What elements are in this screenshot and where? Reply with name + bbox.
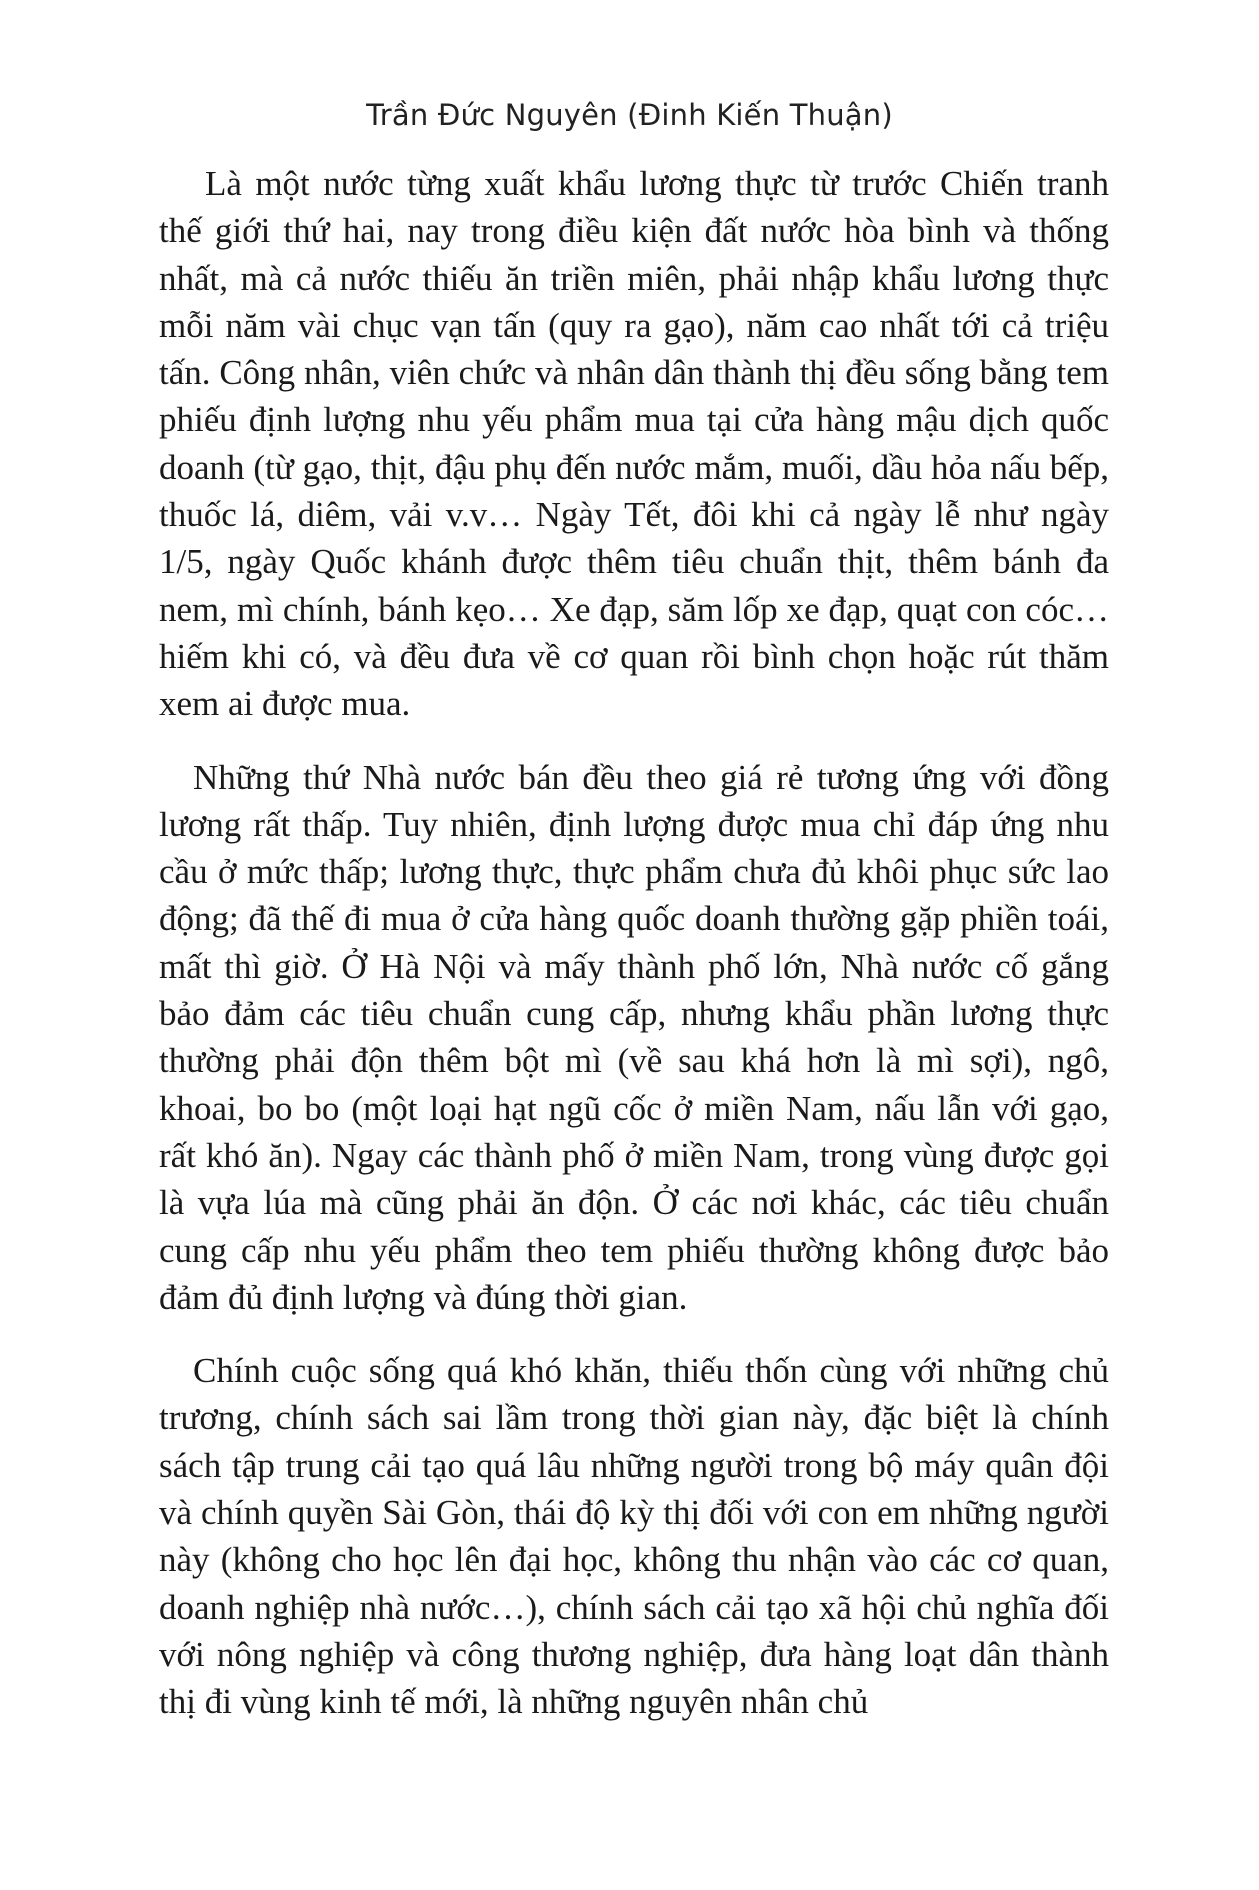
running-header: Trần Đức Nguyên (Đinh Kiến Thuận) [366, 98, 893, 132]
paragraph-3: Chính cuộc sống quá khó khăn, thiếu thốn cùng với những chủ trương, chính sách sai lầm trong thời gian này, đặc biệt là chính sách tập trung cải tạo quá lâu những người trong bộ máy quân đội và chính quyền Sài Gòn, thái độ kỳ thị đối với con em những người này (không cho học lên đại học, không thu nhận vào các cơ quan, doanh nghiệp nhà nước…), chính sách cải tạo xã hội chủ nghĩa đối với nông nghiệp và công thương nghiệp, đưa hàng loạt dân thành thị đi vùng kinh tế mới, là những nguyên nhân chủ [159, 1351, 1109, 1722]
paragraph-1: Là một nước từng xuất khẩu lương thực từ trước Chiến tranh thế giới thứ hai, nay trong điều kiện đất nước hòa bình và thống nhất, mà cả nước thiếu ăn triền miên, phải nhập khẩu lương thực mỗi năm vài chục vạn tấn (quy ra gạo), năm cao nhất tới cả triệu tấn. Công nhân, viên chức và nhân dân thành thị đều sống bằng tem phiếu định lượng nhu yếu phẩm mua tại cửa hàng mậu dịch quốc doanh (từ gạo, thịt, đậu phụ đến nước mắm, muối, dầu hỏa nấu bếp, thuốc lá, diêm, vải v.v… Ngày Tết, đôi khi cả ngày lễ như ngày 1/5, ngày Quốc khánh được thêm tiêu chuẩn thịt, thêm bánh đa nem, mì chính, bánh kẹo… Xe đạp, săm lốp xe đạp, quạt con cóc… hiếm khi có, và đều đưa về cơ quan rồi bình chọn hoặc rút thăm xem ai được mua. [159, 164, 1109, 724]
page-body [159, 160, 1109, 1752]
paragraph-2: Những thứ Nhà nước bán đều theo giá rẻ tương ứng với đồng lương rất thấp. Tuy nhiên, định lượng được mua chỉ đáp ứng nhu cầu ở mức thấp; lương thực, thực phẩm chưa đủ khôi phục sức lao động; đã thế đi mua ở cửa hàng quốc doanh thường gặp phiền toái, mất thì giờ. Ở Hà Nội và mấy thành phố lớn, Nhà nước cố gắng bảo đảm các tiêu chuẩn cung cấp, nhưng khẩu phần lương thực thường phải độn thêm bột mì (về sau khá hơn là mì sợi), ngô, khoai, bo bo (một loại hạt ngũ cốc ở miền Nam, nấu lẫn với gạo, rất khó ăn). Ngay các thành phố ở miền Nam, trong vùng được gọi là vựa lúa mà cũng phải ăn độn. Ở các nơi khác, các tiêu chuẩn cung cấp nhu yếu phẩm theo tem phiếu thường không được bảo đảm đủ định lượng và đúng thời gian. [159, 757, 1109, 1317]
